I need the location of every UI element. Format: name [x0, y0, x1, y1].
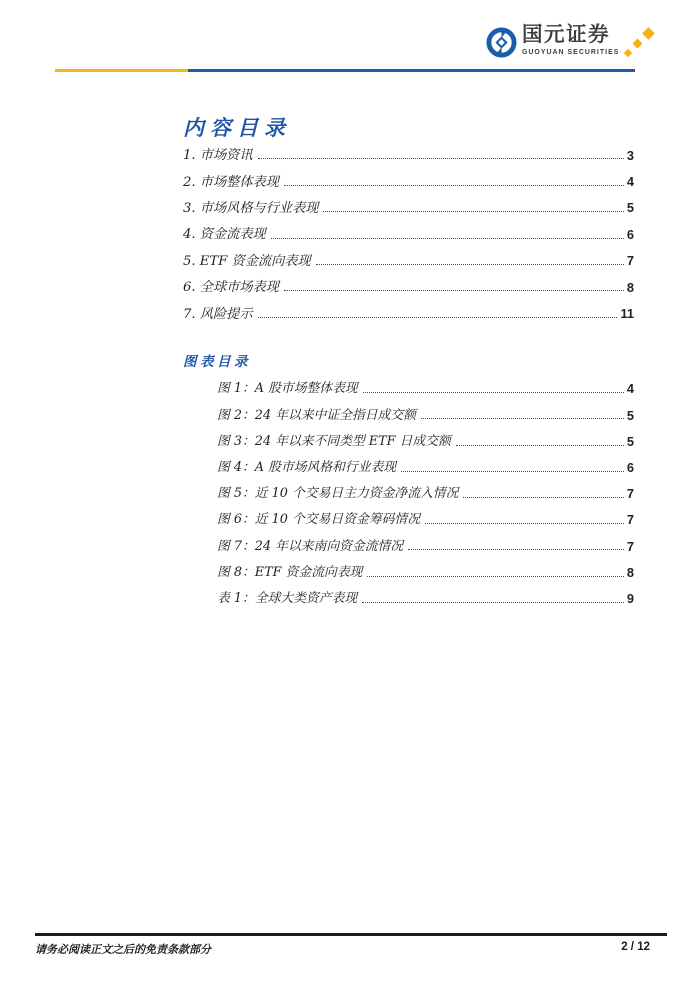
company-logo: [486, 24, 661, 60]
toc-entry-label: 6. 全球市场表现: [183, 280, 279, 296]
toc-entry-label: 3. 市场风格与行业表现: [183, 201, 319, 216]
toc-entry[interactable]: [183, 137, 634, 163]
toc-entry[interactable]: [183, 295, 634, 321]
toc-entry[interactable]: [183, 190, 634, 216]
figure-entry[interactable]: [217, 423, 634, 449]
toc-entry-page: 8: [626, 279, 634, 295]
toc-entry[interactable]: [183, 243, 634, 269]
dot-leader: [271, 238, 624, 239]
figure-entry-label: 图 1：A 股市场整体表现: [217, 381, 358, 397]
dot-leader: [408, 549, 624, 550]
footer-divider: [35, 933, 667, 936]
dot-leader: [401, 471, 624, 472]
figure-entry-label: 图 2：24 年以来中证全指日成交额: [217, 407, 416, 423]
toc-title: 内容目录: [183, 115, 291, 140]
figure-entry-page: 7: [626, 538, 634, 554]
dot-leader: [284, 185, 624, 186]
toc-entry-page: 6: [626, 226, 634, 242]
figure-entry[interactable]: [217, 476, 634, 502]
company-name-cn: 国元证券: [522, 23, 610, 46]
diamond-large-icon: [643, 27, 656, 40]
toc-entry[interactable]: [183, 269, 634, 295]
toc-entry-page: 3: [626, 147, 634, 163]
figure-entry-label: 图 3：24 年以来不同类型 ETF 日成交额: [217, 433, 451, 449]
figure-entry-page: 5: [626, 407, 634, 423]
toc-entry-page: 4: [626, 174, 634, 190]
figure-directory-title: 图表目录: [183, 354, 251, 370]
dot-leader: [362, 602, 624, 603]
logo-diamonds-icon: [621, 24, 661, 60]
header-divider: [55, 69, 635, 72]
figure-entry[interactable]: [217, 450, 634, 476]
figure-entry[interactable]: [217, 371, 634, 397]
figure-entry-label: 图 8：ETF 资金流向表现: [217, 564, 363, 580]
dot-leader: [425, 523, 624, 524]
table-entry[interactable]: [217, 581, 634, 607]
dot-leader: [316, 264, 624, 265]
company-name-en: GUOYUAN SECURITIES: [522, 48, 620, 56]
dot-leader: [367, 576, 623, 577]
toc-entry-label: 5. ETF 资金流向表现: [183, 253, 311, 269]
toc-entry-label: 1. 市场资讯: [183, 148, 253, 164]
figure-entry-label: 图 7：24 年以来南向资金流情况: [217, 538, 404, 554]
toc-entry-page: 7: [626, 253, 634, 269]
figure-entry-page: 6: [626, 460, 634, 476]
diamond-medium-icon: [633, 39, 643, 49]
diamond-small-icon: [624, 49, 632, 57]
logo-text-block: [522, 24, 619, 56]
figure-entry-page: 4: [626, 381, 634, 397]
table-entry-page: 9: [626, 590, 634, 606]
dot-leader: [421, 418, 624, 419]
dot-leader: [456, 445, 624, 446]
figure-entry-page: 8: [626, 564, 634, 580]
toc-entry-page: 11: [620, 306, 634, 322]
toc-list: [183, 137, 634, 322]
dot-leader: [323, 211, 623, 212]
dot-leader: [363, 392, 624, 393]
dot-leader: [258, 317, 618, 318]
footer: [35, 941, 650, 957]
header-divider-yellow-segment: [55, 69, 188, 72]
figure-directory-list: [217, 371, 634, 607]
header-divider-blue-segment: [188, 69, 635, 72]
figure-entry-page: 5: [626, 433, 634, 449]
figure-entry[interactable]: [217, 528, 634, 554]
figure-entry-label: 图 6：近 10 个交易日资金筹码情况: [217, 512, 420, 528]
dot-leader: [463, 497, 623, 498]
figure-entry-label: 图 4：A 股市场风格和行业表现: [217, 460, 397, 476]
figure-entry-label: 图 5：近 10 个交易日主力资金净流入情况: [217, 486, 459, 502]
toc-entry-label: 4. 资金流表现: [183, 227, 266, 243]
figure-entry[interactable]: [217, 397, 634, 423]
figure-entry[interactable]: [217, 502, 634, 528]
dot-leader: [258, 158, 624, 159]
figure-entry-page: 7: [626, 512, 634, 528]
figure-entry-page: 7: [626, 486, 634, 502]
toc-entry-label: 7. 风险提示: [183, 306, 253, 322]
toc-entry[interactable]: [183, 163, 634, 189]
dot-leader: [284, 290, 624, 291]
toc-entry-page: 5: [626, 200, 634, 216]
page-number: 2 / 12: [621, 941, 650, 953]
table-entry-label: 表 1：全球大类资产表现: [217, 590, 358, 606]
figure-entry[interactable]: [217, 554, 634, 580]
footer-disclaimer: 请务必阅读正文之后的免责条款部分: [35, 943, 211, 956]
guoyuan-circle-icon: [486, 27, 517, 58]
toc-entry-label: 2. 市场整体表现: [183, 174, 279, 190]
toc-entry[interactable]: [183, 216, 634, 242]
